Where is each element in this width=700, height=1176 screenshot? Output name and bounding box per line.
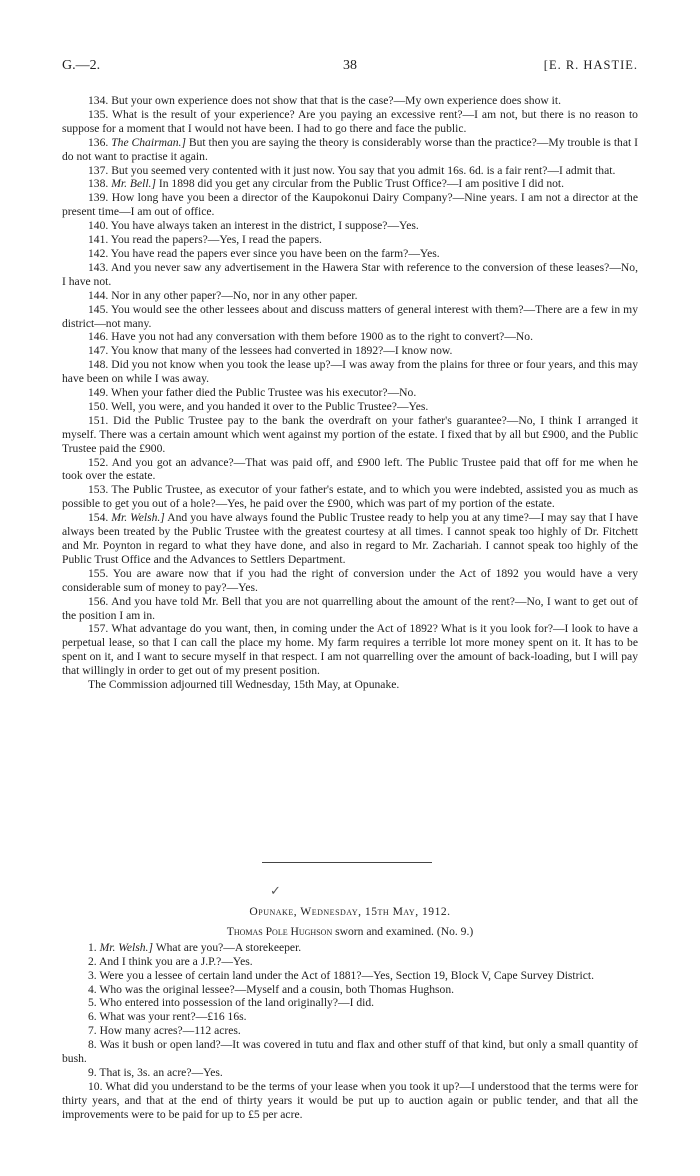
question-number: 7. [88, 1024, 97, 1038]
speaker-label: Mr. Bell.] [111, 177, 156, 191]
question-number: 152. [88, 455, 109, 469]
question-number: 139. [88, 191, 109, 205]
paragraph-text: You read the papers?—Yes, I read the papers. [110, 233, 322, 247]
question-number: 148. [88, 358, 109, 372]
question-number: 8. [88, 1038, 97, 1052]
question-number: 146. [88, 330, 109, 344]
question-number: 1. [88, 940, 97, 954]
testimony-paragraph [62, 955, 638, 969]
question-number: 6. [88, 1010, 97, 1024]
paragraph-text: The Public Trustee, as executor of your father's estate, and to which you were indebted, assisted you as much as possible to get you out of a hole?—Yes, he paid over the £900, which was part of my portion of the estate. [62, 483, 638, 511]
witness-header: [E. R. HASTIE. [543, 58, 638, 72]
testimony-paragraph [62, 941, 638, 955]
paragraph-text: You have always taken an interest in the district, I suppose?—Yes. [110, 219, 419, 233]
tick-mark: ✓ [270, 883, 281, 898]
witness-name: Thomas Pole Hughson [226, 924, 333, 938]
paragraph-text: But you seemed very contented with it just now. You say that you admit 16s. 6d. is a fair rent?—I admit that. [111, 163, 616, 177]
testimony-paragraph [62, 996, 638, 1010]
paragraph-text: And you never saw any advertisement in the Hawera Star with reference to the conversion of these leases?—No, I have not. [62, 260, 638, 288]
testimony-paragraph [62, 414, 638, 456]
paragraph-text: But then you are saying the theory is considerably worse than the practice?—My trouble is that I do not want to practise it again. [62, 135, 638, 163]
paragraph-text: How long have you been a director of the Kaupokonui Dairy Company?—Nine years. I am not a director at the present time—I am out of office. [62, 191, 638, 219]
testimony-paragraph [62, 233, 638, 247]
testimony-paragraph [62, 1010, 638, 1024]
paragraph-text: Nor in any other paper?—No, nor in any other paper. [111, 288, 358, 302]
paragraph-text: Well, you were, and you handed it over to the Public Trustee?—Yes. [111, 399, 429, 413]
paragraph-text: Who entered into possession of the land originally?—I did. [99, 996, 375, 1010]
question-number: 154. [88, 511, 109, 525]
question-number: 9. [88, 1065, 97, 1079]
paragraph-text: You know that many of the lessees had converted in 1892?—I know now. [110, 344, 453, 358]
paragraph-text: Did the Public Trustee pay to the bank the overdraft on your father's guarantee?—No, I think I arranged it myself. There was a certain amount which went against my portion of the estate. I fixed that by all but £900, and the Public Trustee paid the £900. [62, 413, 638, 455]
question-number: 4. [88, 982, 97, 996]
paragraph-text: When your father died the Public Trustee was his executor?—No. [111, 386, 417, 400]
paragraph-text: In 1898 did you get any circular from the Public Trust Office?—I am positive I did not. [158, 177, 565, 191]
testimony-paragraph [62, 1038, 638, 1066]
question-number: 150. [88, 399, 109, 413]
report-code: G.—2. [62, 58, 101, 73]
testimony-paragraph [62, 567, 638, 595]
testimony-paragraph [62, 358, 638, 386]
section-divider [262, 862, 432, 863]
testimony-paragraph [62, 108, 638, 136]
question-number: 147. [88, 344, 109, 358]
question-number: 5. [88, 996, 97, 1010]
question-number: 143. [88, 260, 109, 274]
testimony-paragraph [62, 678, 638, 692]
paragraph-text: And you got an advance?—That was paid off, and £900 left. The Public Trustee paid that off for me when he took over the estate. [62, 455, 639, 483]
witness-line [62, 925, 638, 939]
testimony-paragraph [62, 595, 638, 623]
page-header [62, 58, 638, 76]
testimony-paragraph [62, 511, 638, 567]
paragraph-text: And you have told Mr. Bell that you are not quarrelling about the amount of the rent?—No, I want to get out of the position I am in. [62, 594, 638, 622]
question-number: 138. [88, 177, 109, 191]
paragraph-text: What is the result of your experience? Are you paying an excessive rent?—I am not, but there is no reason to suppose for a moment that I would not have been. I had to go there and face the public. [62, 107, 638, 135]
paragraph-text: You are aware now that if you had the right of conversion under the Act of 1892 you would have a very considerable sum of money to pay?—Yes. [62, 566, 638, 594]
testimony-paragraph [62, 261, 638, 289]
paragraph-text: You have read the papers ever since you have been on the farm?—Yes. [110, 246, 440, 260]
testimony-paragraph [62, 344, 638, 358]
testimony-paragraph [62, 983, 638, 997]
question-number: 134. [88, 94, 109, 107]
question-number: 136. [88, 135, 109, 149]
paragraph-text: Who was the original lessee?—Myself and a cousin, both Thomas Hughson. [99, 982, 455, 996]
question-number: 151. [88, 413, 109, 427]
testimony-paragraph [62, 1024, 638, 1038]
testimony-paragraph [62, 400, 638, 414]
testimony-paragraph [62, 219, 638, 233]
question-number: 145. [88, 302, 109, 316]
page-number: 38 [343, 58, 357, 73]
question-number: 142. [88, 246, 109, 260]
testimony-paragraph [62, 386, 638, 400]
paragraph-text: What did you understand to be the terms of your lease when you took it up?—I understood that the terms were for thirty years, and that at the end of thirty years it would be put up to auction again or public tender, and that all the improvements were to be paid for up to £5 per acre. [62, 1079, 638, 1121]
testimony-paragraph [62, 330, 638, 344]
testimony-paragraph [62, 94, 638, 108]
paragraph-text: What was your rent?—£16 16s. [99, 1010, 247, 1024]
testimony-paragraph [62, 303, 638, 331]
testimony-paragraph [62, 456, 638, 484]
question-number: 2. [88, 954, 97, 968]
question-number: 156. [88, 594, 109, 608]
question-number: 3. [88, 968, 97, 982]
testimony-paragraph [62, 164, 638, 178]
testimony-body [62, 94, 638, 692]
testimony-paragraph [62, 177, 638, 191]
question-number: 137. [88, 163, 109, 177]
testimony-body-2 [62, 941, 638, 1122]
paragraph-text: And you have always found the Public Trustee ready to help you at any time?—I may say that I have always been treated by the Public Trustee with the greatest courtesy at all times. I cannot speak too highly of Dr. Fitchett and Mr. Poynton in regard to what they have done, and also in regard to Mr. Zachariah. I cannot speak too highly of the Public Trust Office and the Advances to Settlers Department. [62, 511, 638, 566]
paragraph-text: Were you a lessee of certain land under the Act of 1881?—Yes, Section 19, Block V, Cape Survey District. [99, 968, 595, 982]
testimony-paragraph [62, 289, 638, 303]
testimony-paragraph [62, 1080, 638, 1122]
paragraph-text: Have you not had any conversation with them before 1900 as to the right to convert?—No. [111, 330, 533, 344]
question-number: 144. [88, 288, 109, 302]
paragraph-text: What are you?—A storekeeper. [155, 940, 302, 954]
paragraph-text: Did you not know when you took the lease up?—I was away from the plains for three or four years, and this may have been on while I was away. [62, 358, 638, 386]
witness-status: sworn and examined. (No. 9.) [332, 924, 474, 938]
question-number: 149. [88, 386, 109, 400]
paragraph-text: And I think you are a J.P.?—Yes. [98, 954, 253, 968]
question-number: 155. [88, 566, 109, 580]
testimony-paragraph [62, 1066, 638, 1080]
paragraph-text: How many acres?—112 acres. [99, 1024, 241, 1038]
paragraph-text: The Commission adjourned till Wednesday, 15th May, at Opunake. [88, 678, 400, 692]
second-session [62, 905, 638, 1122]
session-date: Opunake, Wednesday, 15th May, 1912. [249, 905, 451, 918]
question-number: 141. [88, 233, 109, 247]
testimony-paragraph [62, 136, 638, 164]
paragraph-text: You would see the other lessees about and discuss matters of general interest with them?—There are a few in my district—not many. [62, 302, 639, 330]
testimony-paragraph [62, 483, 638, 511]
testimony-paragraph [62, 191, 638, 219]
question-number: 157. [88, 622, 109, 636]
paragraph-text: Was it bush or open land?—It was covered in tutu and flax and other stuff of that kind, but only a small quantity of bush. [62, 1038, 638, 1066]
paragraph-text: What advantage do you want, then, in coming under the Act of 1892? What is it you look for?—I look to have a perpetual lease, so that I can call the place my home. My farm requires a terrible lot more money spent on it. It has to be spent on it, and I want to secure myself in that respect. I am not quarrelling over the amount of back-loading, but I will pay that willingly in order to get out of my present position. [62, 622, 638, 678]
testimony-paragraph [62, 247, 638, 261]
testimony-paragraph [62, 622, 638, 678]
testimony-paragraph [62, 969, 638, 983]
speaker-label: The Chairman.] [111, 135, 186, 149]
speaker-label: Mr. Welsh.] [111, 511, 165, 525]
paragraph-text: But your own experience does not show that that is the case?—My own experience does show it. [111, 94, 561, 107]
speaker-label: Mr. Welsh.] [99, 940, 153, 954]
question-number: 135. [88, 107, 109, 121]
question-number: 153. [88, 483, 109, 497]
question-number: 10. [88, 1079, 103, 1093]
question-number: 140. [88, 219, 109, 233]
paragraph-text: That is, 3s. an acre?—Yes. [99, 1065, 223, 1079]
